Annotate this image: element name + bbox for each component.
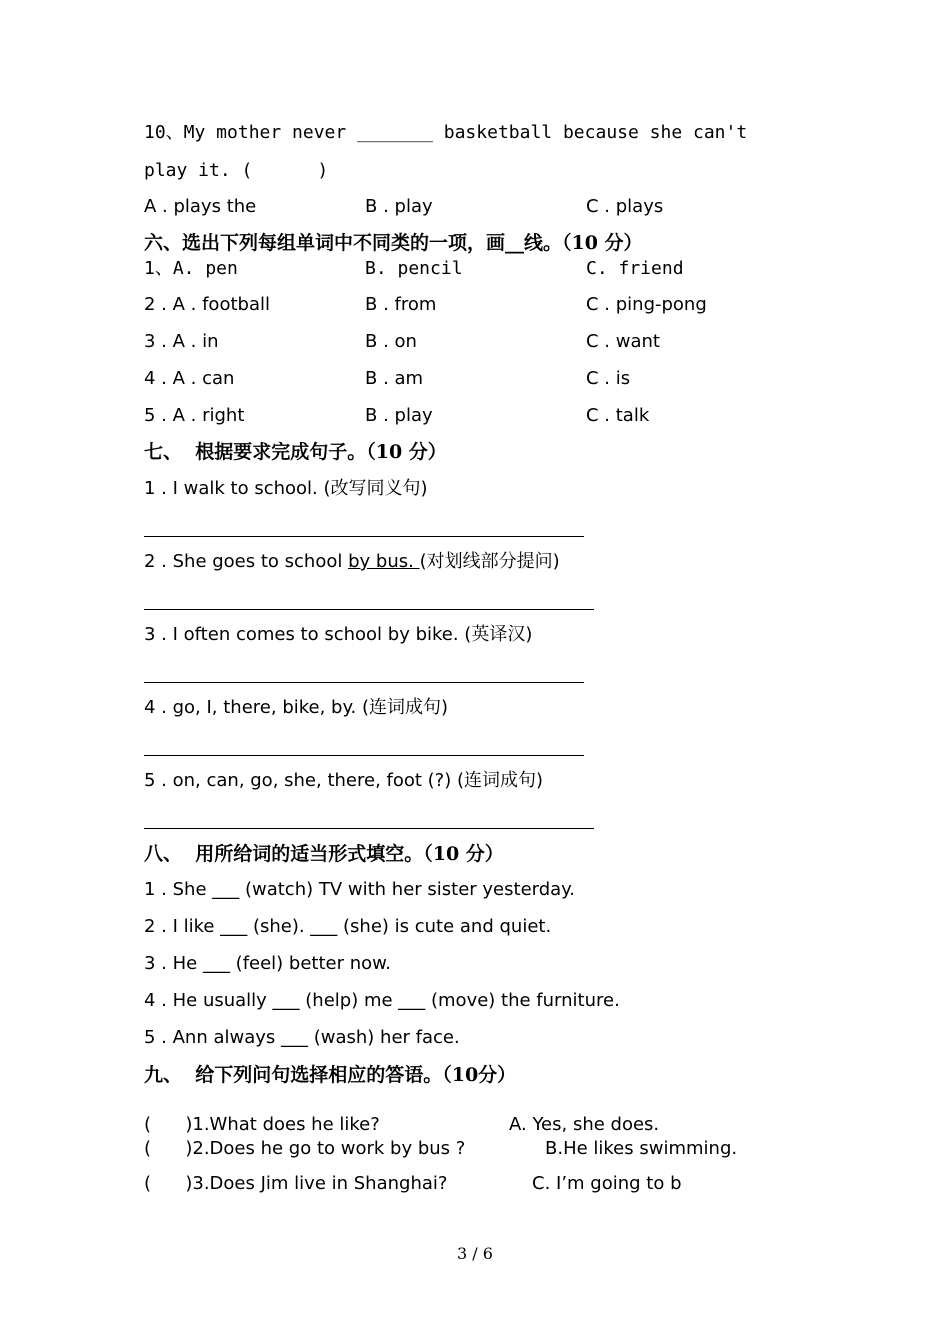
s8-item2: 2 . I like ___ (she). ___ (she) is cute and quiet. bbox=[144, 916, 552, 937]
s6-row1-c: C. friend bbox=[586, 258, 684, 279]
section9-heading: 九、 给下列问句选择相应的答语。（10分） bbox=[144, 1064, 517, 1086]
page-number: 3 / 6 bbox=[457, 1244, 493, 1263]
s7-item5: 5 . on, can, go, she, there, foot (?) (连词成句) bbox=[144, 770, 544, 791]
s8-item3: 3 . He ___ (feel) better now. bbox=[144, 953, 391, 974]
section7-heading: 七、 根据要求完成句子。（10 分） bbox=[144, 441, 447, 463]
s7-item2-text: 2 . She goes to school bbox=[144, 551, 349, 572]
s7-item1: 1 . I walk to school. (改写同义句) bbox=[144, 478, 428, 499]
s7-answer-line-4 bbox=[144, 755, 584, 756]
s9-row2-answer: B.He likes swimming. bbox=[545, 1138, 738, 1159]
s6-row5-b: B . play bbox=[365, 405, 433, 426]
s7-answer-line-1 bbox=[144, 536, 584, 537]
s6-row3-a: 3 . A . in bbox=[144, 331, 219, 352]
s6-row3-b: B . on bbox=[365, 331, 417, 352]
q10-option-a: A . plays the bbox=[144, 196, 257, 217]
s9-row1-answer: A. Yes, she does. bbox=[509, 1114, 660, 1135]
s7-answer-line-2 bbox=[144, 609, 594, 610]
s7-answer-line-5 bbox=[144, 828, 594, 829]
s6-row2-a: 2 . A . football bbox=[144, 294, 270, 315]
s6-row2-c: C . ping-pong bbox=[586, 294, 707, 315]
s7-item3: 3 . I often comes to school by bike. (英译汉) bbox=[144, 624, 533, 645]
s9-row3-answer: C. I’m going to b bbox=[532, 1173, 682, 1194]
s6-row5-c: C . talk bbox=[586, 405, 650, 426]
s6-row4-a: 4 . A . can bbox=[144, 368, 235, 389]
s6-row1-b: B. pencil bbox=[365, 258, 463, 279]
s7-item2-suffix: (对划线部分提问) bbox=[419, 551, 560, 572]
s6-row4-c: C . is bbox=[586, 368, 631, 389]
s9-row3-question: ( )3.Does Jim live in Shanghai? bbox=[144, 1173, 448, 1194]
s6-row1-a: 1、A. pen bbox=[144, 258, 238, 279]
s7-item2 bbox=[144, 551, 560, 573]
s9-row2-question: ( )2.Does he go to work by bus ? bbox=[144, 1138, 466, 1159]
s6-row2-b: B . from bbox=[365, 294, 437, 315]
section6-heading: 六、选出下列每组单词中不同类的一项，画__线。（10 分） bbox=[144, 232, 643, 254]
s9-row1-question: ( )1.What does he like? bbox=[144, 1114, 380, 1135]
section8-heading: 八、 用所给词的适当形式填空。（10 分） bbox=[144, 843, 504, 865]
s8-item1: 1 . She ___ (watch) TV with her sister yesterday. bbox=[144, 879, 575, 900]
s7-item2-underlined: by bus. bbox=[348, 551, 420, 572]
s6-row5-a: 5 . A . right bbox=[144, 405, 245, 426]
q10-line1: 10、My mother never _______ basketball because she can't bbox=[144, 122, 748, 143]
s7-answer-line-3 bbox=[144, 682, 584, 683]
s8-item5: 5 . Ann always ___ (wash) her face. bbox=[144, 1027, 460, 1048]
s7-item4: 4 . go, I, there, bike, by. (连词成句) bbox=[144, 697, 449, 718]
q10-line2: play it. ( ) bbox=[144, 160, 329, 181]
q10-option-b: B . play bbox=[365, 196, 433, 217]
s8-item4: 4 . He usually ___ (help) me ___ (move) the furniture. bbox=[144, 990, 620, 1011]
s6-row3-c: C . want bbox=[586, 331, 660, 352]
q10-option-c: C . plays bbox=[586, 196, 664, 217]
s6-row4-b: B . am bbox=[365, 368, 424, 389]
